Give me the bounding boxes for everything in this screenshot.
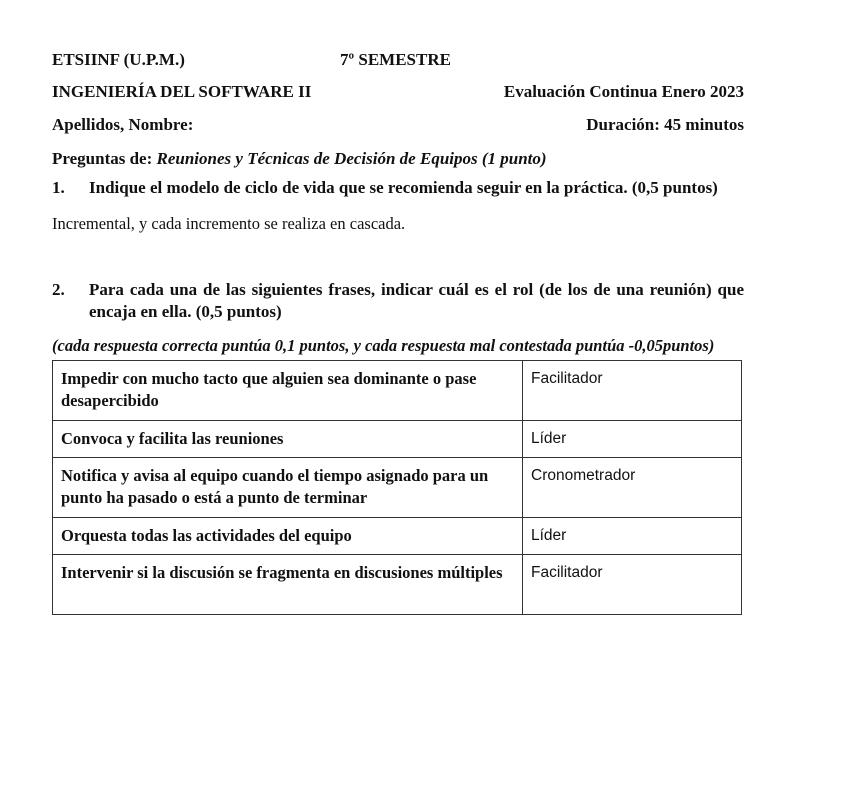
course-title: INGENIERÍA DEL SOFTWARE II xyxy=(52,82,312,101)
header-row-3 xyxy=(52,115,744,139)
section-heading xyxy=(52,149,744,169)
header-row-1 xyxy=(52,50,744,74)
phrase-cell: Intervenir si la discusión se fragmenta en discusiones múltiples xyxy=(53,555,523,615)
table-row xyxy=(53,361,742,421)
role-cell: Facilitador xyxy=(523,361,742,421)
phrase-cell: Convoca y facilita las reuniones xyxy=(53,421,523,458)
evaluation-label: Evaluación Continua Enero 2023 xyxy=(503,82,744,101)
section-prefix: Preguntas de: xyxy=(52,149,157,168)
table-row xyxy=(53,458,742,518)
school-label: ETSIINF (U.P.M.) xyxy=(52,50,185,69)
question-number: 1. xyxy=(52,178,65,197)
role-cell: Líder xyxy=(523,421,742,458)
section-topic: Reuniones y Técnicas de Decisión de Equipos (1 punto) xyxy=(156,149,547,168)
question-number: 2. xyxy=(52,280,65,299)
question-1 xyxy=(52,177,744,199)
phrase-cell: Impedir con mucho tacto que alguien sea dominante o pase desapercibido xyxy=(53,361,523,421)
roles-table xyxy=(52,360,742,615)
scoring-note: (cada respuesta correcta puntúa 0,1 puntos, y cada respuesta mal contestada puntúa -0,05puntos) xyxy=(52,336,715,355)
duration-label: Duración: 45 minutos xyxy=(586,115,744,134)
exam-page xyxy=(52,50,744,615)
role-cell: Facilitador xyxy=(523,555,742,615)
question-text: Para cada una de las siguientes frases, indicar cuál es el rol (de los de una reunión) que encaja en ella. (0,5 puntos) xyxy=(89,280,744,321)
role-cell: Cronometrador xyxy=(523,458,742,518)
phrase-cell: Orquesta todas las actividades del equipo xyxy=(53,518,523,555)
table-row xyxy=(53,518,742,555)
name-field-label: Apellidos, Nombre: xyxy=(52,115,194,134)
question-2 xyxy=(52,279,744,323)
table-row xyxy=(53,421,742,458)
role-cell: Líder xyxy=(523,518,742,555)
question-text: Indique el modelo de ciclo de vida que se recomienda seguir en la práctica. (0,5 puntos) xyxy=(89,178,718,197)
table-row xyxy=(53,555,742,615)
header-row-2 xyxy=(52,82,744,106)
question-1-answer: Incremental, y cada incremento se realiza en cascada. xyxy=(52,214,406,233)
phrase-cell: Notifica y avisa al equipo cuando el tiempo asignado para un punto ha pasado o está a punto de terminar xyxy=(53,458,523,518)
semester-label: 7º SEMESTRE xyxy=(340,50,451,69)
